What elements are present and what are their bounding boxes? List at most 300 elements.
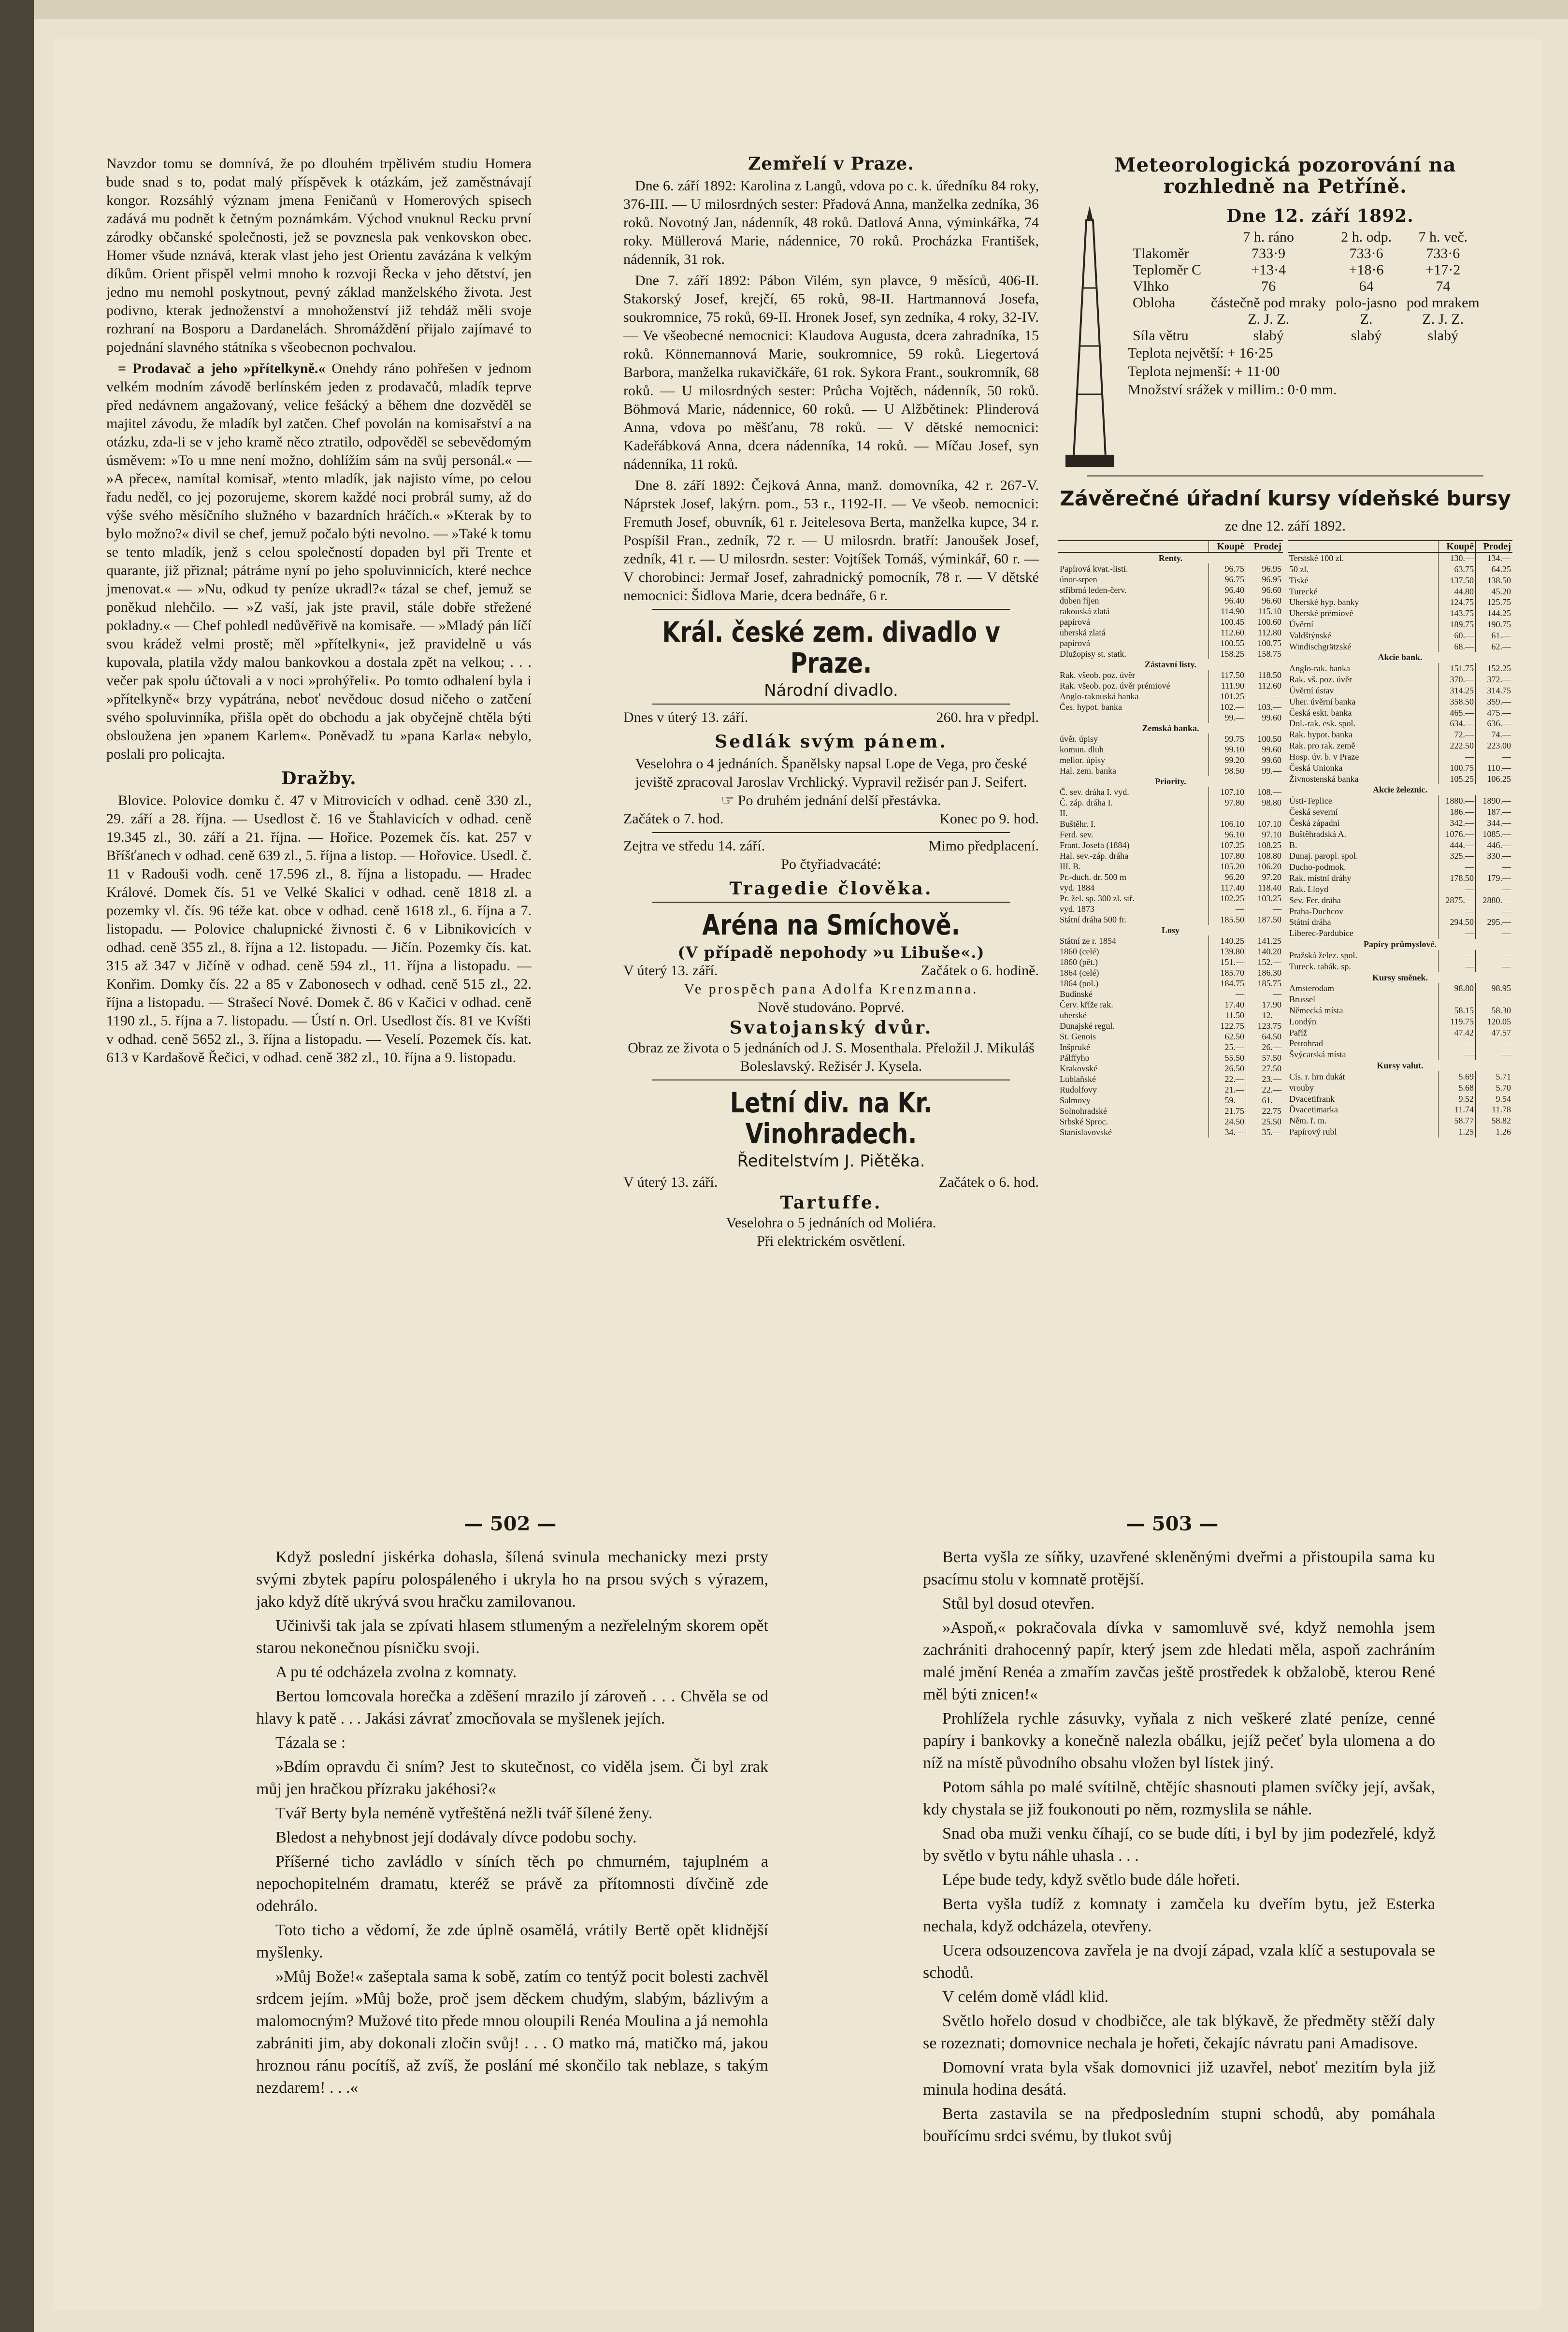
theatre-play-desc: Veselohra o 4 jednáních. Španělsky napsal Lope de Vega, pro české jeviště zpracoval Jaroslav Vrchlický. Vypravil režisér pan J. Seifert. (635, 756, 1027, 790)
table-row (1058, 1031, 1283, 1042)
buy-price: 114.90 (1209, 606, 1246, 617)
story-paragraph: »Můj Bože!« zašeptala sama k sobě, zatím co tentýž pocit bolesti zachvěl srdcem jejím. »Můj bože, proč jsem děckem chudým, slabým, bázlivým a malomocným? Mužové tito přede mnou oloupili Renéa Moulina a já nemohla zabrániti jim, aby dokonali zločin svůj! . . . O matko má, matičko má, jakou hroznou ránu pocítíš, až zvíš, že poslání mé skončilo tak neblaze, s takým nezdarem! . . .« (256, 1968, 768, 2097)
table-row (1288, 619, 1512, 630)
row-label: 1860 (pět.) (1060, 957, 1098, 967)
table-row (1288, 818, 1512, 829)
sell-price: 115.10 (1246, 606, 1283, 617)
page-number-right: — 503 — (1126, 1512, 1219, 1535)
buy-price: 189.75 (1439, 619, 1476, 630)
story-paragraph: Když poslední jiskérka dohasla, šílená svinula mechanicky mezi prsty svými zbytek papíru polospáleného i ukryla ho na prsou svých s výrazem, jako když dítě ukrývá svou hračku zamilovanou. (256, 1548, 768, 1611)
table-row (1288, 895, 1512, 906)
sell-price: — (1476, 1049, 1513, 1060)
row-label: Frant. Josefa (1884) (1060, 840, 1130, 850)
prodavac-text: Onehdy ráno pohřešen v jednom velkém modním závodě berlínském jeden z prodavačů, mladík teprve před nedávnem angažovaný, velice fešácký a během dne dozvěděl se majitel závodu, že mladík byl zatčen. Chef povolán na komisařství a na otázku, zda-li se v jeho kramě něco ztratilo, odpověděl se sebevědomým úsměvem: »To u mne není možno, dohlížím sám na svůj personál.« — »A přece«, namítal komisař, »tento mladík, jak najisto víme, po celou řadu neděl, co jej pozorujeme, skorem každé noci probrál sumy, až do výše svého měsíčního služného v bazardních hráčích.« »Kterak by to bylo možno?« divil se chef, jemuž počalo býti nevolno. — »Také k tomu se tento mladík, jenž s celou společností dopaden byl při Trente et quarante, již přiznal; pátráme nyní po jeho spoluvinnicích, které nechce jmenovat.« — »Nu, odkud ty peníze ukradl?« tázal se chef, jemuž se poněkud nlehčilo. — »Z vaší, jak jste pravil, stále dobře střežené pokladny.« — Chef pohledl nedůvěřivě na komisaře. — »Mladý pán líčí svou krádež velmi prostě; měl »přítelkyni«, jež pravidelně u vás kupovala, platila vždy malou bankovkou a dostala zpět na velkou; . . . večer pak spolu účtovali a v noci »prohýřeli«. Po tomto odhalení byla i »přítelkyně« brzy vypátrána, neboť nevědouc dosud ničeho o zatčení svého spoluvinníka, přišla opět do obchodu a jak obyčejně chtěla býti obsloužena jen »panem Karlem«. Poněvadž tu »pana Karla« nebylo, poslali pro policajta. (106, 360, 532, 762)
sell-price: 120.05 (1476, 1016, 1513, 1027)
sell-price: 35.— (1246, 1127, 1283, 1137)
sell-price: 636.— (1476, 718, 1513, 729)
buy-price: 122.75 (1209, 1021, 1246, 1031)
sell-price: 190.75 (1476, 619, 1513, 630)
buy-price: 102.25 (1209, 893, 1246, 904)
table-row (1288, 795, 1512, 806)
buy-price: 60.— (1439, 630, 1476, 641)
burza-table-right: Koupě Prodej Terstské 100 zl. 130.— 134.— 50 zl. 63.75 64.25 Tiské 137.50 138.50 Turecké 44.80 45.20 Uherské hyp. banky 124.75 125.75 Uherské prémiové 143.75 144.25 Úvěrní 189.75 190.75 Valdštýnské 60.— 61.— Windischgrätzské 68.— 62.— Akcie bank. Anglo-rak. banka 151.75 152.25 Rak. vš. poz. úvěr 370.— 372.— Úvěrní ústav 314.25 314.75 Uher. úvěrní banka 358.50 359.— Česká eskt. banka 465.— 475.— Dol.-rak. esk. spol. 634.— 636.— Rak. hypot. banka 72.— 74.— Rak. pro rak. země 222.50 223.00 Hosp. úv. b. v Praze — — Česká Unionka 100.75 110.— Živnostenská banka 105.25 106.25 Akcie železnic. Ústi-Teplice 1880.— 1890.— Česká severní 186.— 187.— Česká západní 342.— 344.— Buštěhradská A. 1076.— 1085.— B. 444.— 446.— Dunaj. paropl. spol. 325.— 330.— Ducho-podmok. — — Rak. místní dráhy 178.50 179.— Rak. Lloyd — — Sev. Fer. dráha 2875.— 2880.— Praha-Duchcov — — Státní dráha 294.50 295.— Liberec-Pardubice — — Papíry průmyslové. Pražská želez. spol. — — Tureck. tabák. sp. — — Kursy směnek. Amsterodam 98.80 98.95 Brussel — — Německá místa 58.15 58.30 Londýn 119.75 120.05 Paříž 47.42 47.57 Petrohrad — — Švýcarská místa — — Kursy valut. Cís. r. hrn dukát 5.69 5.71 vrouby 5.68 5.70 Dvacetifrank 9.52 9.54 Ďvacetimarka 11.74 11.78 Něm. ř. m. 58.77 58.82 Papírový rubl 1.25 1.26 (1288, 540, 1512, 1137)
arena-new: Nově studováno. Poprvé. (758, 999, 905, 1015)
sell-price: 110.— (1476, 763, 1513, 774)
buy-price: — (1439, 1049, 1476, 1060)
sell-price: 372.— (1476, 674, 1513, 685)
table-row (1058, 1106, 1283, 1116)
row-label: Amsterodam (1289, 983, 1334, 993)
table-row (1288, 917, 1512, 928)
table-row (1058, 1010, 1283, 1021)
table-row (1288, 696, 1512, 707)
sell-price: 96.95 (1246, 563, 1283, 574)
buy-price: 106.10 (1209, 819, 1246, 829)
table-row (1288, 906, 1512, 917)
buy-price: — (1209, 989, 1246, 999)
meteo-heading: Meteorologická pozorování na rozhledně na Petříně. (1114, 155, 1456, 198)
buy-price: 26.50 (1209, 1063, 1246, 1074)
row-label: Krakovské (1060, 1064, 1097, 1073)
sell-price: 9.54 (1476, 1094, 1513, 1105)
sell-price: 359.— (1476, 696, 1513, 707)
buy-price: 17.40 (1209, 999, 1246, 1010)
buy-price: 294.50 (1439, 917, 1476, 928)
row-label: Papírová kvat.-listi. (1060, 564, 1128, 574)
table-row (1058, 734, 1283, 744)
sell-price: 5.71 (1476, 1071, 1513, 1082)
meteo-row (1128, 245, 1484, 262)
buy-price: — (1439, 994, 1476, 1005)
sell-price: 5.70 (1476, 1082, 1513, 1094)
row-label: 50 zl. (1289, 564, 1309, 574)
meteo-row (1128, 262, 1484, 278)
sell-price: 107.10 (1246, 819, 1283, 829)
buy-price: 107.25 (1209, 840, 1246, 850)
story-paragraph: Prohlížela rychle zásuvky, vyňala z nich veškeré zlaté peníze, cenné papíry i bankovky a konečně nalezla obálku, jejíž pečeť byla ulomena a do níž na místě původního obsahu vložen byl lístek jiný. (923, 1710, 1435, 1772)
table-row (1058, 680, 1283, 691)
section-label: Kursy směnek. (1372, 972, 1428, 982)
row-label: únor-srpen (1060, 575, 1097, 584)
tomorrow-note: Mimo předplacení. (928, 838, 1039, 854)
buy-price: 58.77 (1439, 1115, 1476, 1126)
table-row (1288, 873, 1512, 884)
buy-price: 5.69 (1439, 1071, 1476, 1082)
table-row (1288, 928, 1512, 939)
divider (652, 902, 1010, 903)
sell-price: 330.— (1476, 850, 1513, 862)
meteo-table: 7 h. ráno 2 h. odp. 7 h. več. Tlakoměr 733·9 733·6 733·6 Teploměr C +13·4 +18·6 +17·2 Vlhko 76 64 74 Obloha částečně pod mraky polo-jasno pod mrakem Z. J. Z. Z. Z. J. Z. Síla větru slabý slabý slabý (1128, 229, 1484, 344)
sell-price: — (1476, 751, 1513, 763)
sell-price: 125.75 (1476, 597, 1513, 608)
buy-price: — (1209, 904, 1246, 914)
table-row (1058, 1063, 1283, 1074)
sell-price: — (1246, 691, 1283, 702)
story-paragraph: Toto ticho a vědomí, že zde úplně osamělá, vrátily Bertě opět klidnější myšlenky. (256, 1921, 768, 1961)
row-label: Něm. ř. m. (1289, 1116, 1327, 1126)
sell-price: — (1476, 961, 1513, 972)
row-label: vyd. 1884 (1060, 883, 1094, 892)
row-label: Rak. pro rak. země (1289, 741, 1355, 751)
letni-start: Začátek o 6. hod. (938, 1174, 1039, 1190)
table-row (1288, 1071, 1512, 1082)
buy-price: 444.— (1439, 840, 1476, 851)
zemreli-text-3: Dne 8. září 1892: Čejková Anna, manž. domovníka, 42 r. 267-V. Náprstek Josef, lakýrn. pom., 53 r., 1192-II. — Ve všeob. nemocnici: Fremuth Josef, obuvník, 61 r. Jeitelesova Berta, manželka kupce, 34 r. Pospíšil Fran., zedník, 72 r. — U milosrdn. bratří: Janoušek Josef, zedník, 41 r. — U milosrdn. sester: Vojtíšek Tomáš, výminkář, 60 r. — V chorobinci: Jermař Josef, zahradnický pomocník, 78 r. — V dětské nemocnici: Šidlova Marie, dcera bednáře, 6 r. (623, 477, 1039, 604)
sell-price: 22.— (1246, 1084, 1283, 1095)
row-label: St. Genois (1060, 1032, 1096, 1041)
row-label: Liberec-Pardubice (1289, 928, 1353, 938)
sell-price: — (1476, 994, 1513, 1005)
table-row (1058, 648, 1283, 659)
buy-price: 100.75 (1439, 763, 1476, 774)
page-number-left: — 502 — (464, 1512, 557, 1535)
table-row (1288, 564, 1512, 575)
row-label: papírová (1060, 638, 1090, 648)
buy-price: 72.— (1439, 729, 1476, 740)
row-label: Buštěhr. I. (1060, 819, 1096, 829)
table-row (1288, 751, 1512, 763)
buy-price: — (1439, 751, 1476, 763)
table-row (1058, 617, 1283, 627)
row-label: rakouská zlatá (1060, 606, 1110, 616)
table-row (1288, 774, 1512, 785)
sell-price: 187.50 (1246, 914, 1283, 925)
sell-price: 45.20 (1476, 586, 1513, 597)
table-row (1058, 967, 1283, 978)
divider (652, 609, 1010, 610)
row-label: Petrohrad (1289, 1038, 1323, 1049)
table-row (1058, 595, 1283, 606)
section-label: Papíry průmyslové. (1364, 939, 1437, 950)
row-label: Lublaňské (1060, 1074, 1096, 1084)
story-paragraph: Tázala se : (275, 1734, 346, 1752)
row-label: Stanislavovské (1060, 1127, 1112, 1137)
sell-price: 118.50 (1246, 670, 1283, 680)
row-label: Úvěrní (1289, 619, 1313, 629)
buy-price: 1.25 (1439, 1126, 1476, 1137)
section-label: Priority. (1155, 777, 1186, 786)
sell-price: 446.— (1476, 840, 1513, 851)
sell-price: 100.50 (1246, 734, 1283, 744)
row-label: Rak. místní dráhy (1289, 873, 1352, 883)
meteo-row (1128, 328, 1484, 344)
table-row (1288, 829, 1512, 840)
buy-price: 96.20 (1209, 872, 1246, 882)
buy-price: 137.50 (1439, 575, 1476, 586)
theatre-intermission: Po druhém jednání delší přestávka. (737, 792, 941, 808)
burza-table-left: Koupě Prodej Renty. Papírová kvat.-listi. 96.75 96.95 únor-srpen 96.75 96.95 stříbrná leden-červ. 96.40 96.60 duben říjen 96.40 96.60 rakouská zlatá 114.90 115.10 papírová 100.45 100.60 uherská zlatá 112.60 112.80 papírová 100.55 100.75 Dlužopisy st. statk. 158.25 158.75 Zástavní listy. Rak. všeob. poz. úvěr 117.50 118.50 Rak. všeob. poz. úvěr prémiové 111.90 112.60 Anglo-rakouská banka 101.25 — Čes. hypot. banka 102.— 103.— 99.— 99.60 Zemská banka. úvěr. úpisy 99.75 100.50 komun. dluh 99.10 99.60 melior. úpisy 99.20 99.60 Hal. zem. banka 98.50 99.— Priority. Č. sev. dráha I. vyd. 107.10 108.— Č. záp. dráha I. 97.80 98.80 II. — — Buštěhr. I. 106.10 107.10 Ferd. sev. 96.10 97.10 Frant. Josefa (1884) 107.25 108.25 Hal. sev.-záp. dráha 107.80 108.80 III. B. 105.20 106.20 Pr.-duch. dr. 500 m 96.20 97.20 vyd. 1884 117.40 118.40 Pr. žel. sp. 300 zl. stř. 102.25 103.25 vyd. 1873 — — Státní dráha 500 fr. 185.50 187.50 Losy Státní ze r. 1854 140.25 141.25 1860 (celé) 139.80 140.20 1860 (pět.) 151.— 152.— 1864 (celé) 185.70 186.30 1864 (pol.) 184.75 185.75 Budínské — — Červ. kříže rak. 17.40 17.90 uherské 11.50 12.— Dunajské regul. 122.75 123.75 St. Genois 62.50 64.50 Inšpruké 25.— 26.— Pálffyho 55.50 57.50 Krakovské 26.50 27.50 Lublaňské 22.— 23.— Rudolfovy 21.— 22.— Salmovy 59.— 61.— Solnohradské 21.75 22.75 Srbské Sproc. 24.50 25.50 Stanislavovské 34.— 35.— (1058, 540, 1283, 1137)
table-row (1058, 627, 1283, 638)
buy-price: 97.80 (1209, 797, 1246, 808)
meteo-label: Obloha (1133, 295, 1176, 311)
table-row (1288, 950, 1512, 961)
table-row (1288, 1027, 1512, 1038)
sell-price: 96.95 (1246, 574, 1283, 585)
buy-price: — (1439, 928, 1476, 939)
meteo-min: Teplota nejmenší: + 11·00 (1128, 363, 1280, 379)
buy-price: 24.50 (1209, 1116, 1246, 1127)
divider (652, 704, 1010, 705)
sell-price: 64.25 (1476, 564, 1513, 575)
buy-price: 184.75 (1209, 978, 1246, 989)
theatre-perf-number: 260. hra v předpl. (936, 709, 1039, 725)
row-label: vrouby (1289, 1082, 1314, 1093)
section-label: Losy (1161, 925, 1180, 935)
sell-price: 26.— (1246, 1042, 1283, 1052)
table-row (1058, 670, 1283, 680)
sell-price: 152.25 (1476, 663, 1513, 674)
row-label: Státní ze r. 1854 (1060, 936, 1116, 946)
sell-price: 344.— (1476, 818, 1513, 829)
buy-price: — (1209, 808, 1246, 819)
row-label: Anglo-rakouská banka (1060, 691, 1139, 701)
row-label: Švýcarská místa (1289, 1050, 1346, 1060)
table-row (1288, 784, 1512, 795)
table-row (1058, 1095, 1283, 1106)
table-row (1058, 1052, 1283, 1063)
sell-price: 1085.— (1476, 829, 1513, 840)
meteo-block (1058, 201, 1512, 472)
arena-play-desc: Obraz ze života o 5 jednáních od J. S. Mosenthala. Přeložil J. Mikuláš Boleslavský. Režisér J. Kysela. (628, 1040, 1035, 1074)
divider (652, 832, 1010, 833)
letni-heading: Letní div. na Kr. Vinohradech. (730, 1086, 933, 1150)
row-label: Hal. zem. banka (1060, 766, 1116, 776)
meteo-value: polo-jasno (1336, 295, 1397, 311)
row-label: Dunaj. paropl. spol. (1289, 851, 1358, 861)
table-row (1288, 939, 1512, 950)
buy-price: 178.50 (1439, 873, 1476, 884)
row-label: Windischgrätzské (1289, 641, 1352, 651)
sell-price: 96.60 (1246, 585, 1283, 595)
row-label: Tureck. tabák. sp. (1289, 961, 1351, 971)
table-row (1058, 829, 1283, 840)
sell-price: 22.75 (1246, 1106, 1283, 1116)
meteo-value: +17·2 (1425, 262, 1461, 278)
buy-price: 105.25 (1439, 774, 1476, 785)
buy-price: 99.10 (1209, 744, 1246, 755)
sell-price: — (1476, 950, 1513, 961)
sell-price: 112.60 (1246, 680, 1283, 691)
meteo-value: slabý (1351, 328, 1382, 344)
theatre-start: Začátek o 7. hod. (623, 811, 724, 827)
sell-price: 108.— (1246, 787, 1283, 797)
table-row (1288, 1016, 1512, 1027)
buy-price: — (1439, 950, 1476, 961)
sell-price: — (1246, 808, 1283, 819)
meteo-value: 733·6 (1426, 245, 1460, 261)
table-row (1058, 606, 1283, 617)
arena-subheading: (V případě nepohody »u Libuše«.) (677, 943, 985, 962)
buy-price: 96.40 (1209, 595, 1246, 606)
story-paragraph: A pu té odcházela zvolna z komnaty. (275, 1663, 517, 1681)
table-row (1288, 983, 1512, 994)
row-label: Uherské prémiové (1289, 608, 1353, 619)
meteo-value: 74 (1436, 278, 1451, 294)
buy-price: 185.70 (1209, 967, 1246, 978)
buy-price: 21.— (1209, 1084, 1246, 1095)
row-label: Salmovy (1060, 1095, 1091, 1105)
table-row (1288, 707, 1512, 719)
row-label: Hal. sev.-záp. dráha (1060, 851, 1129, 861)
table-row (1058, 712, 1283, 723)
table-row (1058, 808, 1283, 819)
buy-price: 102.— (1209, 702, 1246, 712)
buy-price: 96.40 (1209, 585, 1246, 595)
table-row (1058, 840, 1283, 850)
buy-price: 370.— (1439, 674, 1476, 685)
row-label: Cís. r. hrn dukát (1289, 1071, 1345, 1081)
story-paragraph: Stůl byl dosud otevřen. (942, 1595, 1095, 1612)
buy-price: 107.80 (1209, 850, 1246, 861)
buy-price: 63.75 (1439, 564, 1476, 575)
sell-price: 17.90 (1246, 999, 1283, 1010)
buy-price: 44.80 (1439, 586, 1476, 597)
letni-lighting: Při elektrickém osvětlení. (757, 1233, 906, 1249)
buy-price: 68.— (1439, 641, 1476, 652)
table-row (1288, 850, 1512, 862)
row-label: Česká severní (1289, 807, 1338, 817)
row-label: Čes. hypot. banka (1060, 702, 1122, 712)
buy-price: 99.— (1209, 712, 1246, 723)
row-label: Rak. všeob. poz. úvěr (1060, 670, 1135, 680)
buy-price: 112.60 (1209, 627, 1246, 638)
buy-price: 139.80 (1209, 946, 1246, 957)
table-row (1288, 1094, 1512, 1105)
story-paragraph: Bertou lomcovala horečka a zděšení mrazilo jí zároveň . . . Chvěla se od hlavy k patě . . . Jakási závrať zmocňovala se myšlenek jejích. (256, 1687, 768, 1727)
meteo-value: slabý (1253, 328, 1284, 344)
buy-price: 1076.— (1439, 829, 1476, 840)
row-label: Pražská želez. spol. (1289, 950, 1357, 960)
table-row (1058, 702, 1283, 712)
table-row (1058, 574, 1283, 585)
sell-price: 186.30 (1246, 967, 1283, 978)
table-row (1288, 1060, 1512, 1071)
buy-price: 96.10 (1209, 829, 1246, 840)
meteo-value: Z. J. Z. (1422, 311, 1464, 327)
buy-price: 62.50 (1209, 1031, 1246, 1042)
row-label: Brussel (1289, 994, 1315, 1005)
table-row (1058, 1116, 1283, 1127)
table-row (1058, 861, 1283, 872)
story-paragraph: Příšerné ticho zavládlo v síních těch po chmurném, tajuplném a nepochopitelném dramatu, kteréž se právě za přítomnosti dívčině zde odehrálo. (256, 1853, 768, 1915)
table-row (1058, 893, 1283, 904)
row-label: 1864 (pol.) (1060, 979, 1098, 988)
table-row (1288, 685, 1512, 696)
story-left-column (256, 1546, 768, 2101)
buy-price: 117.50 (1209, 670, 1246, 680)
theatre-date: Dnes v úterý 13. září. (623, 709, 748, 725)
table-row (1058, 1021, 1283, 1031)
meteo-value: +18·6 (1349, 262, 1384, 278)
section-label: Kursy valut. (1377, 1061, 1424, 1071)
sell-price: — (1476, 884, 1513, 895)
row-label: Živnostenská banka (1289, 774, 1359, 784)
buy-price: 47.42 (1439, 1027, 1476, 1038)
story-paragraph: Snad oba muži venku číhají, co se bude díti, i byl by jim podezřelé, když by světlo v bytu náhle uhasla . . . (923, 1825, 1435, 1865)
section-label: Akcie bank. (1378, 652, 1423, 662)
table-row (1058, 1042, 1283, 1052)
buy-price: 100.45 (1209, 617, 1246, 627)
buy-price: — (1439, 961, 1476, 972)
sell-price: 118.40 (1246, 882, 1283, 893)
row-label: Č. záp. dráha I. (1060, 798, 1113, 807)
sell-price: — (1476, 1038, 1513, 1049)
row-label: vyd. 1873 (1060, 904, 1094, 914)
letni-subheading: Ředitelstvím J. Piětěka. (737, 1152, 925, 1171)
buy-price: 105.20 (1209, 861, 1246, 872)
sell-price: 27.50 (1246, 1063, 1283, 1074)
buy-price: 222.50 (1439, 740, 1476, 751)
row-label: uherské (1060, 1010, 1087, 1020)
table-row (1058, 723, 1283, 734)
row-label: Dunajské regul. (1060, 1021, 1115, 1031)
sell-price: 11.78 (1476, 1104, 1513, 1115)
sell-price: 108.80 (1246, 850, 1283, 861)
table-row (1288, 862, 1512, 873)
story-right-column (923, 1546, 1435, 2149)
sell-price: 61.— (1476, 630, 1513, 641)
meteo-value: 64 (1359, 278, 1374, 294)
table-row (1058, 585, 1283, 595)
table-row (1058, 691, 1283, 702)
meteo-value: +13·4 (1251, 262, 1286, 278)
table-row (1288, 840, 1512, 851)
meteo-date: Dne 12. září 1892. (1226, 206, 1414, 226)
table-row (1058, 872, 1283, 882)
buy-price: 99.75 (1209, 734, 1246, 744)
table-row (1288, 608, 1512, 619)
table-row (1288, 1104, 1512, 1115)
row-label: Rak. všeob. poz. úvěr prémiové (1060, 681, 1170, 691)
row-label: Budínské (1060, 989, 1093, 999)
sell-price: 58.82 (1476, 1115, 1513, 1126)
row-label: 1860 (celé) (1060, 947, 1099, 956)
sell-price: 61.— (1246, 1095, 1283, 1106)
row-label: Česká eskt. banka (1289, 707, 1352, 718)
row-label: papírová (1060, 617, 1090, 627)
meteo-label (1128, 311, 1206, 328)
buy-price: — (1439, 1038, 1476, 1049)
meteo-value: 76 (1261, 278, 1276, 294)
row-label: Rak. vš. poz. úvěr (1289, 675, 1352, 685)
row-label: Česká západní (1289, 818, 1340, 828)
table-row (1288, 961, 1512, 972)
sell-price: — (1476, 862, 1513, 873)
drazby-text: Blovice. Polovice domku č. 47 v Mitrovicích v odhad. ceně 330 zl., 29. září a 28. října. — Usedlost č. 16 ve Štahlavicích v odhad. ceně 19.345 zl., 30. září a 21. října. — Hořice. Pozemek čís. kat. 257 v Bříšťanech v odhad. ceně 639 zl., 5. října a listop. — Hořovice. Usedl. č. 11 v Radouši vodh. ceně 17.596 zl., 8. října a listopadu. — Hradec Králové. Domek čís. 51 ve Velké Skalici v odhad. ceně 1818 zl. a pozemky vl. čís. 96 téže kat. obce v odhad. ceně 1618 zl., 6. října a 7. listopadu. — Polovice chalupnické živnosti č. 6 v Libnikovicích v odhad. ceně 355 zl., 8. října a 12. listopadu. — Jičín. Pozemky čís. kat. 315 až 347 v Jičíně v odhad. ceně 594 zl., 11. října a listopadu. — Konřim. Domky čís. 22 a 85 v Zabonosech v odhad. ceně 515 zl., 22. října a listopadu. — Strašecí Nové. Domek č. 86 v Kačici v odhad. ceně 1190 zl., 5. října a 7. listopadu. — Ústí n. Orl. Usedlost čís. 81 ve Kvíšti v odhad. ceně 5652 zl., 3. října a listopadu. — Veselí. Pozemek čís. kat. 613 v Kardašově Řečici, v odhad. ceně 382 zl., 10. října a 9. listopadu. (106, 792, 532, 1065)
buy-price: 151.— (1209, 957, 1246, 967)
sell-price: 99.— (1246, 765, 1283, 776)
table-row (1058, 659, 1283, 670)
sell-price: 57.50 (1246, 1052, 1283, 1063)
row-label: Ústi-Teplice (1289, 796, 1332, 806)
sell-price: 74.— (1476, 729, 1513, 740)
row-label: III. B. (1060, 862, 1081, 871)
section-label: Zemská banka. (1142, 723, 1199, 733)
arena-play-title: Svatojanský dvůr. (729, 1018, 933, 1038)
section-label: Zástavní listy. (1144, 660, 1197, 669)
table-row (1288, 652, 1512, 663)
table-row (1288, 1049, 1512, 1060)
pointing-hand-icon: ☞ (721, 792, 734, 808)
sell-price: 108.25 (1246, 840, 1283, 850)
sell-price: 97.10 (1246, 829, 1283, 840)
sell-price: — (1476, 928, 1513, 939)
row-label: Státní dráha 500 fr. (1060, 915, 1126, 924)
buy-price: 100.55 (1209, 638, 1246, 648)
buy-price: 101.25 (1209, 691, 1246, 702)
table-row (1288, 1126, 1512, 1137)
table-row (1288, 806, 1512, 818)
